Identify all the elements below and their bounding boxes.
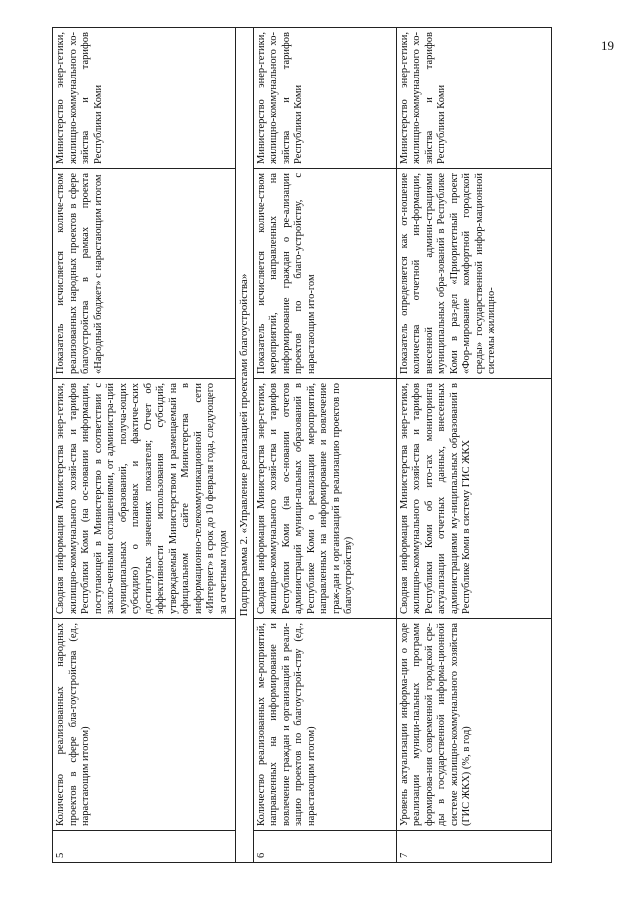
responsible-cell: Министерство энер-гетики, жилищно-коммунального хо-зяйства и тарифов Республики Коми (396, 28, 551, 169)
table-row (253, 28, 396, 863)
row-number: 5 (53, 831, 236, 863)
table-row (396, 28, 551, 863)
source-cell: Сводная информация Министерства энер-гетики, жилищно-коммунального хозяй-ства и тарифов Республики Коми (на ос-новании информации, поступающей в Министерство в соответствии с заклю-ченными соглашениями, от администра-ций муниципальных образований, получа-ющих субсидию) о плановых и фактиче-ских достигнутых значениях показателя; Отчет об эффективности использования субсидий, утверждаемый Министерством и размещаемый на официальном сайте Министерства в информационно-телекоммуникационной сети «Интернет» в срок до 10 февраля года, следующего за отчетным годом (53, 379, 236, 619)
source-cell: Сводная информация Министерства энер-гетики, жилищно-коммунального хозяй-ства и тарифов Республики Коми (на ос-новании отчетов администраций муници-пальных образований в Республике Коми о реализации мероприятий, направленных на информирование и вовлечение граж-дан и организаций в реализацию проектов по благоустройству) (253, 379, 396, 619)
indicator-cell: Количество реализованных ме-роприятий, направленных на информирование и вовлечение граждан и организаций в реали-зацию проектов по благоустрой-ству (ед., нарастающим итогом) (253, 619, 396, 831)
indicators-table (52, 27, 552, 863)
indicator-cell: Количество реализованных народных проектов в сфере бла-гоустройства (ед., нарастающим итогом) (53, 619, 236, 831)
subprogram-row (236, 28, 254, 863)
source-cell: Сводная информация Министерства энер-гетики, жилищно-коммунального хозяй-ства и тарифов Республики Коми об ито-гах мониторинга актуализации отчетных данных, внесенных администрациями му-ниципальных образований в Республике Коми в систему ГИС ЖКХ (396, 379, 551, 619)
method-cell: Показатель определяется как от-ношение количества отчетной ин-формации, внесенной админи-страциями муниципальных обра-зований в Республике Коми в раз-дел «Приоритетный проект «Фор-мирование комфортной городской среды» государственной инфор-мационной системы жилищно- (396, 169, 551, 379)
rotated-table-container (52, 28, 572, 863)
indicator-cell: Уровень актуализации информа-ции о ходе реализации муници-пальных программ формирова-ния современной городской сре-ды в государственной информа-ционной системе жилищно-коммунального хозяйства (ГИС ЖКХ) (%, в год) (396, 619, 551, 831)
method-cell: Показатель исчисляется количе-ством мероприятий, направленных на информирование граждан о ре-ализации проектов по благо-устройству, с нарастающим ито-гом (253, 169, 396, 379)
row-number: 6 (253, 831, 396, 863)
table-row (53, 28, 236, 863)
rotated-table-frame (52, 28, 572, 863)
responsible-cell: Министерство энер-гетики, жилищно-коммунального хо-зяйства и тарифов Республики Коми (253, 28, 396, 169)
page-number: 19 (601, 38, 614, 53)
row-number: 7 (396, 831, 551, 863)
responsible-cell: Министерство энер-гетики, жилищно-коммунального хо-зяйства и тарифов Республики Коми (53, 28, 236, 169)
method-cell: Показатель исчисляется количе-ством реализованных народных проектов в сфере благоустройства в рамках проекта «Народный бюджет» с нарастающим итогом (53, 169, 236, 379)
subprogram-heading: Подпрограмма 2. «Управление реализацией проектами благоустройства» (236, 28, 254, 863)
